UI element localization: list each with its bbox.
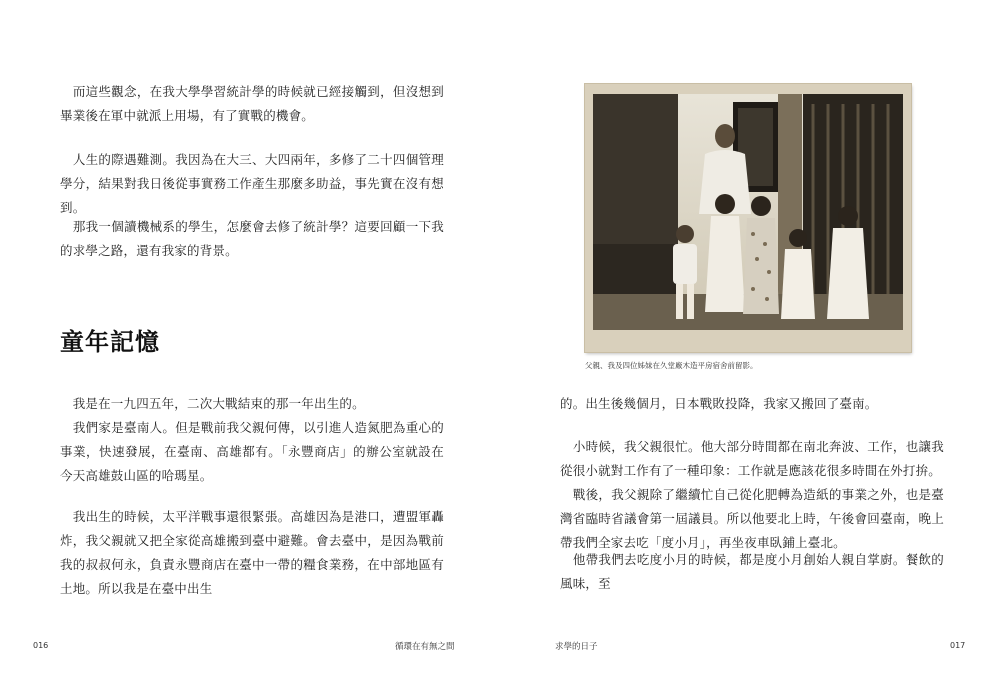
body-paragraph: 而這些觀念，在我大學學習統計學的時候就已經接觸到，但沒想到畢業後在軍中就派上用場，有了實戰的機會。: [60, 84, 444, 123]
page-number: 017: [950, 641, 966, 650]
photo-image: [593, 94, 903, 330]
body-paragraph: 人生的際遇難測。我因為在大三、大四兩年，多修了二十四個管理學分，結果對我日後從事實務工作產生那麼多助益，事先實在沒有想到。: [60, 152, 444, 215]
body-paragraph: 那我一個讀機械系的學生，怎麼會去修了統計學？這要回顧一下我的求學之路，還有我家的背景。: [60, 219, 444, 258]
body-paragraph: 戰後，我父親除了繼續忙自己從化肥轉為造紙的事業之外，也是臺灣省臨時省議會第一屆議員。所以他要北上時，午後會回臺南，晚上帶我們全家去吃「度小月」，再坐夜車臥鋪上臺北。: [560, 487, 944, 550]
body-paragraph: 我出生的時候，太平洋戰事還很緊張。高雄因為是港口，遭盟軍轟炸，我父親就又把全家從高雄搬到臺中避難。會去臺中，是因為戰前我的叔叔何永，負責永豐商店在臺中一帶的糧食業務，在中部地區有土地。所以我是在臺中出生: [60, 509, 444, 596]
body-paragraph: 我們家是臺南人。但是戰前我父親何傳，以引進人造氮肥為重心的事業，快速發展，在臺南、高雄都有。「永豐商店」的辦公室就設在今天高雄鼓山區的哈瑪星。: [60, 420, 444, 483]
body-paragraph: 他帶我們去吃度小月的時候，都是度小月創始人親自掌廚。餐飲的風味，至: [560, 552, 944, 591]
body-paragraph: 的。出生後幾個月，日本戰敗投降，我家又搬回了臺南。: [560, 396, 878, 411]
photo-caption: 父親、我及四位姊妹在久堂廠木造平房宿舍前留影。: [585, 361, 758, 370]
running-head: 求學的日子: [555, 642, 598, 652]
right-page: [500, 0, 1000, 677]
body-paragraph: 我是在一九四五年，二次大戰結束的那一年出生的。: [72, 396, 365, 411]
section-heading: 童年記憶: [60, 327, 160, 356]
page-number: 016: [33, 641, 49, 650]
body-paragraph: 小時候，我父親很忙。他大部分時間都在南北奔波、工作，也讓我從很小就對工作有了一種印象：工作就是應該花很多時間在外打拚。: [560, 439, 944, 478]
family-photo: [585, 84, 911, 352]
running-head: 循環在有無之間: [395, 642, 455, 652]
